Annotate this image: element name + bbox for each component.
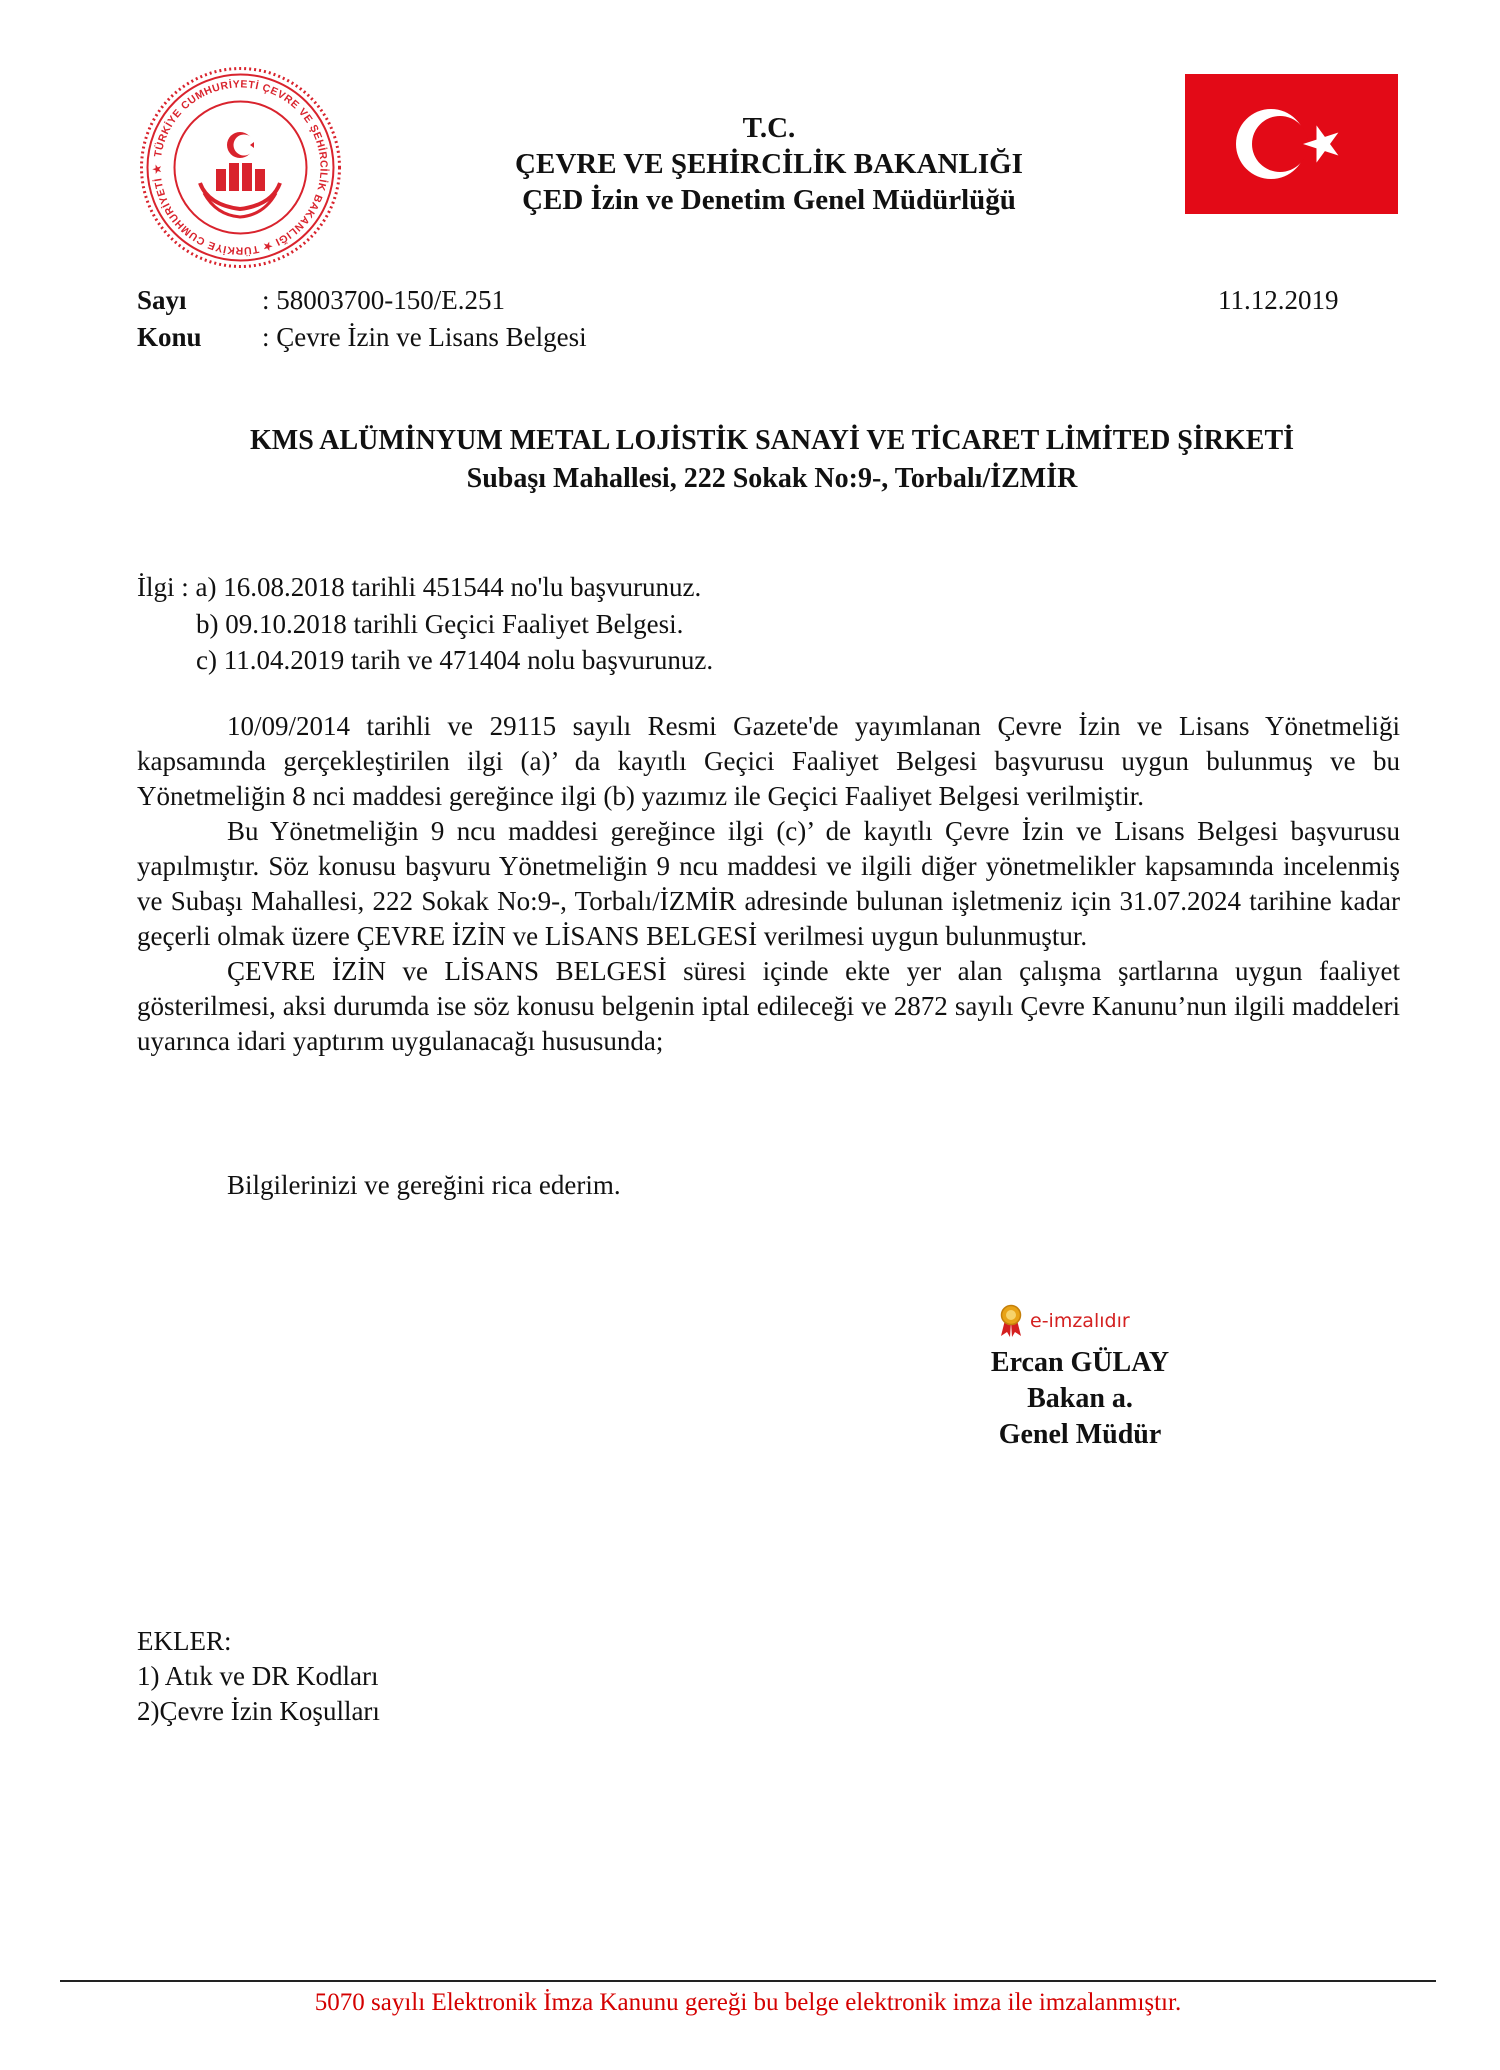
sayi-label: Sayı xyxy=(137,285,187,315)
ilgi-c: c) 11.04.2019 tarih ve 471404 nolu başvurunuz. xyxy=(196,645,714,675)
attachment-item: 2)Çevre İzin Koşulları xyxy=(137,1696,380,1726)
signatory-name: Ercan GÜLAY xyxy=(990,1347,1170,1378)
signatory-title: Genel Müdür xyxy=(998,1419,1162,1450)
e-signature-label: e-imzalıdır xyxy=(1030,1310,1130,1332)
signatory-on-behalf: Bakan a. xyxy=(1027,1383,1133,1414)
konu-value: : Çevre İzin ve Lisans Belgesi xyxy=(262,322,587,352)
footer-e-signature-notice: 5070 sayılı Elektronik İmza Kanunu gereği bu belge elektronik imza ile imzalanmıştır. xyxy=(314,1989,1182,2016)
attachments xyxy=(137,1624,380,1729)
header-ministry: ÇEVRE VE ŞEHİRCİLİK BAKANLIĞI xyxy=(515,148,1023,180)
body-paragraph-3: ÇEVRE İZİN ve LİSANS BELGESİ süresi içinde ekte yer alan çalışma şartlarına uygun faaliyet gösterilmesi, aksi durumda ise söz konusu belgenin iptal edileceği ve 2872 sayılı Çevre Kanunu’nun ilgili maddeleri uyarınca idari yaptırım uygulanacağı hususunda; xyxy=(137,956,1400,1056)
closing-line: Bilgilerinizi ve gereğini rica ederim. xyxy=(227,1170,621,1200)
document-date: 11.12.2019 xyxy=(1218,285,1339,315)
attachment-item: 1) Atık ve DR Kodları xyxy=(137,1661,379,1691)
ministry-seal-icon xyxy=(138,65,343,270)
addressee-company: KMS ALÜMİNYUM METAL LOJİSTİK SANAYİ VE TİCARET LİMİTED ŞİRKETİ xyxy=(249,425,1295,456)
body-paragraph-1: 10/09/2014 tarihli ve 29115 sayılı Resmi Gazete'de yayımlanan Çevre İzin ve Lisans Yönetmeliği kapsamında gerçekleştirilen ilgi (a)’ da kayıtlı Geçici Faaliyet Belgesi başvurusu uygun bulunmuş ve bu Yönetmeliğin 8 nci maddesi gereğince ilgi (b) yazımız ile Geçici Faaliyet Belgesi verilmiştir. xyxy=(137,711,1400,811)
turkish-flag-icon xyxy=(1185,74,1398,214)
addressee-address: Subaşı Mahallesi, 222 Sokak No:9-, Torbalı/İZMİR xyxy=(466,463,1078,494)
svg-text:TÜRKİYE CUMHURİYETİ ÇEVRE VE Ş: TÜRKİYE CUMHURİYETİ ÇEVRE VE ŞEHİRCİLİK BAKANLIĞI ★ TÜRKİYE CUMHURİYETİ ★ xyxy=(151,78,330,257)
header-tc: T.C. xyxy=(742,112,796,144)
attachments-heading: EKLER: xyxy=(137,1626,232,1656)
signature-block xyxy=(950,1345,1210,1453)
footer-divider xyxy=(60,1980,1436,1982)
konu-label: Konu xyxy=(137,322,202,352)
letterhead xyxy=(460,110,1078,218)
ilgi-b: b) 09.10.2018 tarihli Geçici Faaliyet Belgesi. xyxy=(196,609,684,639)
body-paragraph-2: Bu Yönetmeliğin 9 ncu maddesi gereğince ilgi (c)’ de kayıtlı Çevre İzin ve Lisans Belgesi başvurusu yapılmıştır. Söz konusu başvuru Yönetmeliğin 9 ncu maddesi ve ilgili diğer yönetmelikler kapsamında incelenmiş ve Subaşı Mahallesi, 222 Sokak No:9-, Torbalı/İZMİR adresinde bulunan işletmeniz için 31.07.2024 tarihine kadar geçerli olmak üzere ÇEVRE İZİN ve LİSANS BELGESİ verilmesi uygun bulunmuştur. xyxy=(137,816,1400,951)
letter-body xyxy=(137,709,1400,1059)
award-ribbon-icon xyxy=(998,1304,1024,1338)
header-directorate: ÇED İzin ve Denetim Genel Müdürlüğü xyxy=(522,184,1016,216)
sayi-value: : 58003700-150/E.251 xyxy=(262,285,505,315)
ilgi-a: İlgi : a) 16.08.2018 tarihli 451544 no'lu başvurunuz. xyxy=(137,572,702,602)
